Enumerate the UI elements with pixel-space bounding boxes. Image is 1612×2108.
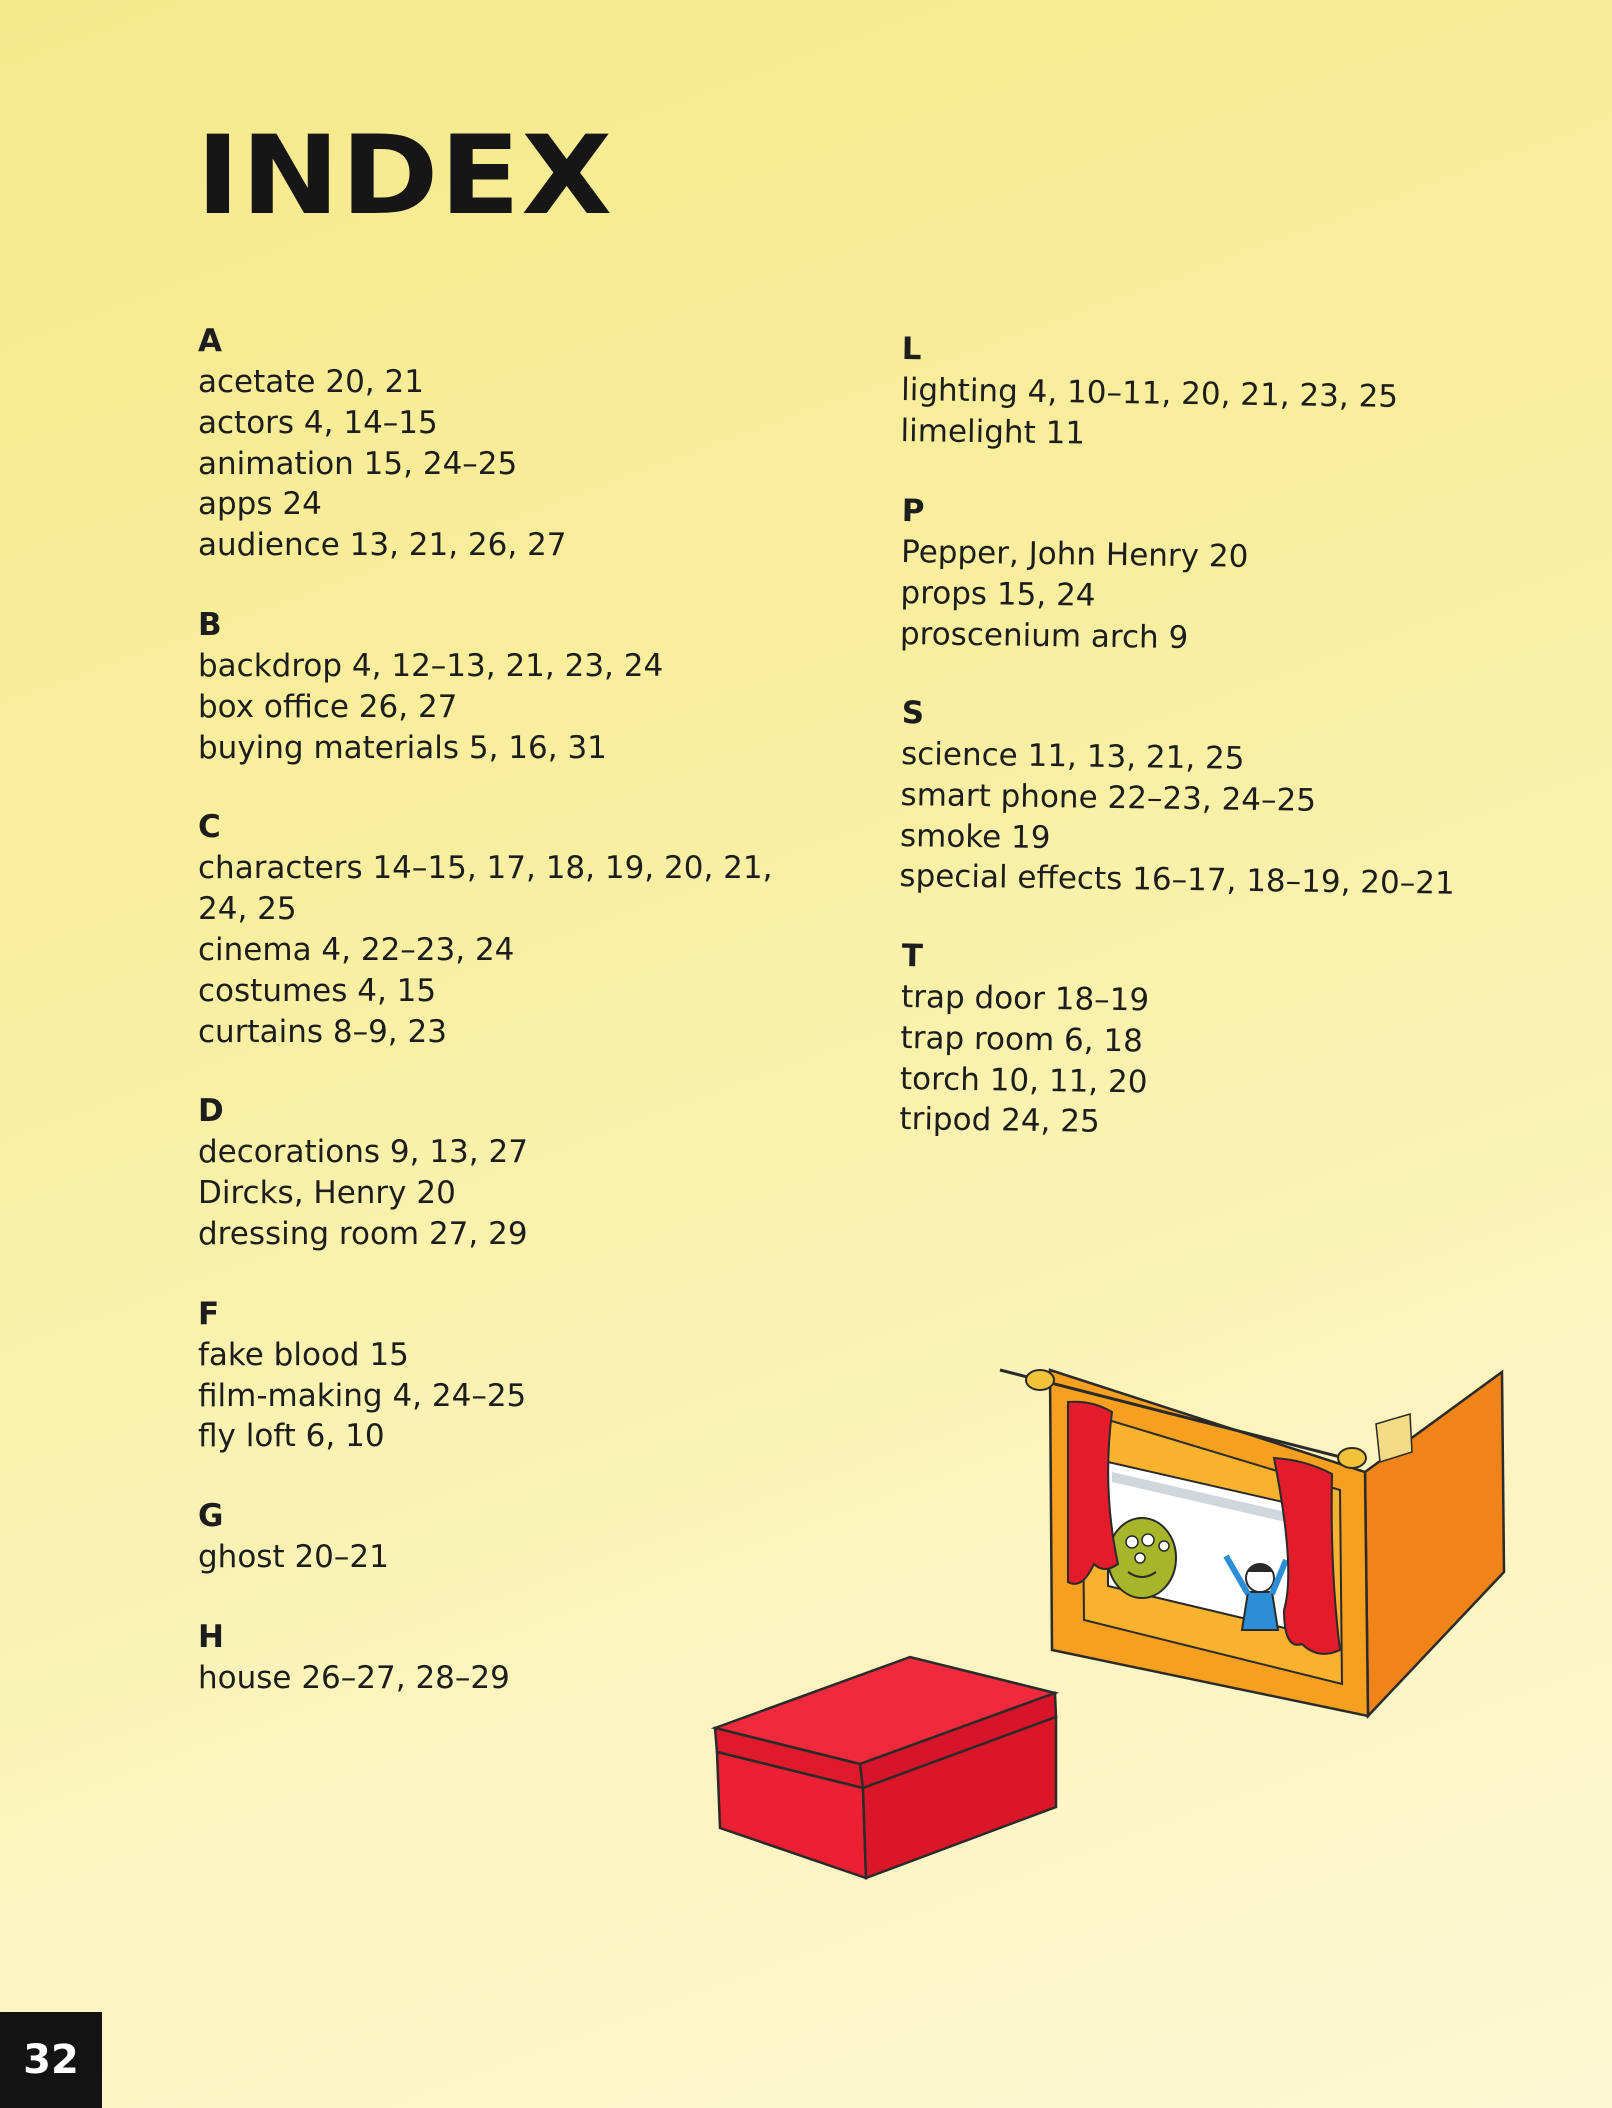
page-title: INDEX	[196, 112, 614, 239]
index-section-t	[899, 935, 1522, 1149]
entry-list	[900, 370, 1521, 460]
section-letter: S	[901, 694, 925, 732]
section-letter: P	[901, 492, 925, 529]
index-entry: costumes 4, 15	[198, 972, 437, 1009]
puppet-theatre-illustration	[700, 1350, 1520, 1890]
index-section-a	[198, 320, 798, 566]
monster-puppet-icon	[1108, 1518, 1176, 1598]
index-right-column	[899, 328, 1522, 1178]
page-number: 32	[23, 2037, 79, 2083]
index-entry: 24, 25	[198, 891, 297, 928]
index-entry: trap room 6, 18	[900, 1019, 1144, 1060]
index-entry: proscenium arch 9	[899, 615, 1189, 656]
index-section-b	[198, 604, 798, 768]
index-section-s	[899, 692, 1522, 906]
red-box-icon	[715, 1657, 1056, 1878]
section-letter: T	[901, 938, 924, 975]
index-entry: trap door 18–19	[900, 979, 1150, 1019]
index-entry: apps 24	[198, 486, 322, 523]
index-entry: acetate 20, 21	[198, 364, 424, 400]
index-entry: backdrop 4, 12–13, 21, 23, 24	[198, 647, 664, 684]
index-entry: decorations 9, 13, 27	[198, 1134, 528, 1171]
index-entry: audience 13, 21, 26, 27	[198, 527, 567, 564]
index-entry: buying materials 5, 16, 31	[198, 729, 607, 766]
index-entry: Pepper, John Henry 20	[900, 533, 1249, 575]
index-entry: fake blood 15	[198, 1336, 409, 1373]
section-letter: L	[901, 330, 922, 368]
index-entry: film-making 4, 24–25	[198, 1377, 527, 1414]
index-entry: smart phone 22–23, 24–25	[900, 776, 1317, 819]
entry-list	[198, 646, 798, 768]
page-number-badge	[0, 2012, 102, 2108]
index-entry: science 11, 13, 21, 25	[900, 735, 1245, 777]
index-entry: curtains 8–9, 23	[198, 1013, 447, 1050]
index-entry: animation 15, 24–25	[198, 445, 518, 482]
index-section-l	[900, 328, 1522, 460]
section-letter: A	[198, 323, 222, 359]
entry-list	[198, 1132, 798, 1254]
section-letter: C	[198, 809, 221, 846]
entry-list	[198, 848, 798, 1052]
section-letter: G	[198, 1498, 224, 1535]
section-letter: D	[198, 1093, 224, 1130]
index-entry: limelight 11	[900, 412, 1086, 452]
entry-list	[899, 734, 1521, 906]
index-entry: house 26–27, 28–29	[198, 1659, 510, 1696]
section-letter: H	[198, 1618, 224, 1655]
index-entry: special effects 16–17, 18–19, 20–21	[899, 858, 1455, 903]
index-entry: characters 14–15, 17, 18, 19, 20, 21,	[198, 850, 773, 887]
section-letter: F	[198, 1295, 220, 1332]
index-entry: box office 26, 27	[198, 688, 458, 725]
index-entry: Dircks, Henry 20	[198, 1175, 456, 1212]
index-section-c	[198, 806, 798, 1052]
index-entry: ghost 20–21	[198, 1539, 389, 1576]
entry-list	[900, 532, 1522, 663]
index-entry: dressing room 27, 29	[198, 1215, 528, 1252]
index-entry: torch 10, 11, 20	[899, 1060, 1148, 1101]
index-entry: props 15, 24	[900, 574, 1096, 614]
index-entry: cinema 4, 22–23, 24	[198, 931, 515, 968]
index-entry: smoke 19	[899, 817, 1051, 856]
index-entry: fly loft 6, 10	[198, 1418, 385, 1455]
index-section-p	[900, 490, 1522, 663]
section-letter: B	[198, 606, 222, 643]
entry-list	[899, 977, 1521, 1149]
index-entry: tripod 24, 25	[899, 1101, 1100, 1141]
index-section-d	[198, 1090, 798, 1254]
index-entry: actors 4, 14–15	[198, 404, 438, 441]
entry-list	[198, 362, 798, 566]
index-entry: lighting 4, 10–11, 20, 21, 23, 25	[900, 371, 1399, 415]
